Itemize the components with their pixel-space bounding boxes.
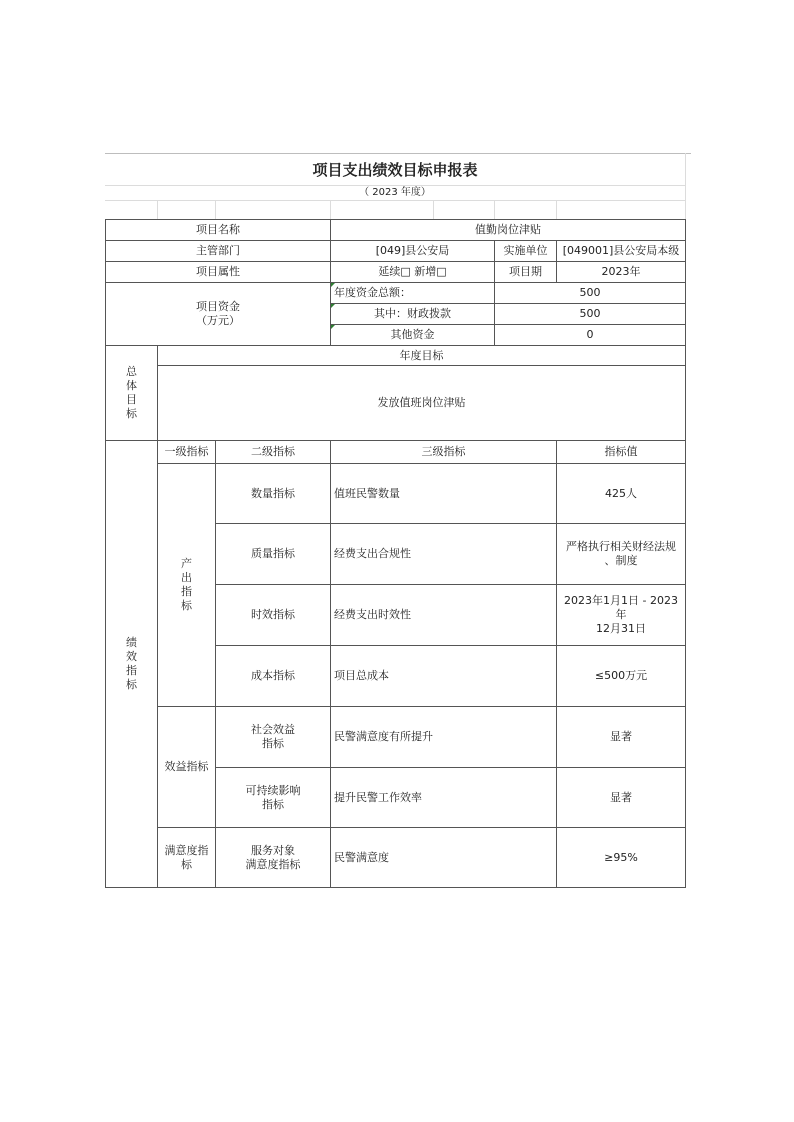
funds-label: 项目资金 （万元） [106,283,331,346]
level3-cell: 民警满意度有所提升 [331,707,557,768]
gridline [556,200,557,219]
level3-cell: 项目总成本 [331,646,557,707]
value-cell: 严格执行相关财经法规 、制度 [557,524,686,585]
annual-total-label [331,283,495,304]
satisfaction-indicators-label: 满意度指 标 [158,828,216,888]
cell-marker-icon [331,304,335,308]
other-funds-label-text: 其他资金 [390,328,435,341]
gridline [494,200,495,219]
value-cell: 显著 [557,707,686,768]
impl-unit-value: [049001]县公安局本级 [557,241,686,262]
annual-total-value: 500 [495,283,686,304]
dept-value: [049]县公安局 [331,241,495,262]
gridline [330,200,331,219]
level2-cell: 时效指标 [216,585,331,646]
value-cell: 2023年1月1日 - 2023年 12月31日 [557,585,686,646]
period-label: 项目期 [495,262,557,283]
perf-indicators-label: 绩 效 指 标 [106,441,158,888]
level3-cell: 经费支出合规性 [331,524,557,585]
sheet-top-border [105,153,691,154]
level3-cell: 提升民警工作效率 [331,768,557,828]
impl-unit-label: 实施单位 [495,241,557,262]
header-level1: 一级指标 [158,441,216,464]
header-level2: 二级指标 [216,441,331,464]
fiscal-value: 500 [495,304,686,325]
attr-label: 项目属性 [106,262,331,283]
other-funds-value: 0 [495,325,686,346]
level2-cell: 成本指标 [216,646,331,707]
form-title: 项目支出绩效目标申报表 [312,161,478,179]
value-cell: ≤500万元 [557,646,686,707]
level2-cell: 服务对象 满意度指标 [216,828,331,888]
period-value: 2023年 [557,262,686,283]
cell-marker-icon [331,325,335,329]
output-indicators-label: 产 出 指 标 [158,464,216,707]
gridline [157,200,158,219]
performance-goal-form [105,219,686,888]
level3-cell: 经费支出时效性 [331,585,557,646]
header-level3: 三级指标 [331,441,557,464]
attr-value: 延续□ 新增□ [331,262,495,283]
annual-target-value: 发放值班岗位津贴 [158,366,686,441]
level3-cell: 值班民警数量 [331,464,557,524]
header-value: 指标值 [557,441,686,464]
value-cell: 425人 [557,464,686,524]
value-cell: ≥95% [557,828,686,888]
dept-label: 主管部门 [106,241,331,262]
overall-goal-label: 总 体 目 标 [106,346,158,441]
level2-cell: 数量指标 [216,464,331,524]
fiscal-label-text: 其中：财政拨款 [374,307,452,320]
cell-marker-icon [331,283,335,287]
year-line: （ 2023 年度） [359,187,431,198]
annual-total-label-text: 年度资金总额： [334,286,412,299]
gridline [105,200,685,201]
annual-target-label: 年度目标 [158,346,686,366]
level2-cell: 可持续影响 指标 [216,768,331,828]
value-cell: 显著 [557,768,686,828]
project-name-value: 值勤岗位津贴 [331,220,686,241]
level3-cell: 民警满意度 [331,828,557,888]
fiscal-label [331,304,495,325]
gridline [215,200,216,219]
level2-cell: 质量指标 [216,524,331,585]
benefit-indicators-label: 效益指标 [158,707,216,828]
gridline [433,200,434,219]
level2-cell: 社会效益 指标 [216,707,331,768]
project-name-label: 项目名称 [106,220,331,241]
other-funds-label [331,325,495,346]
